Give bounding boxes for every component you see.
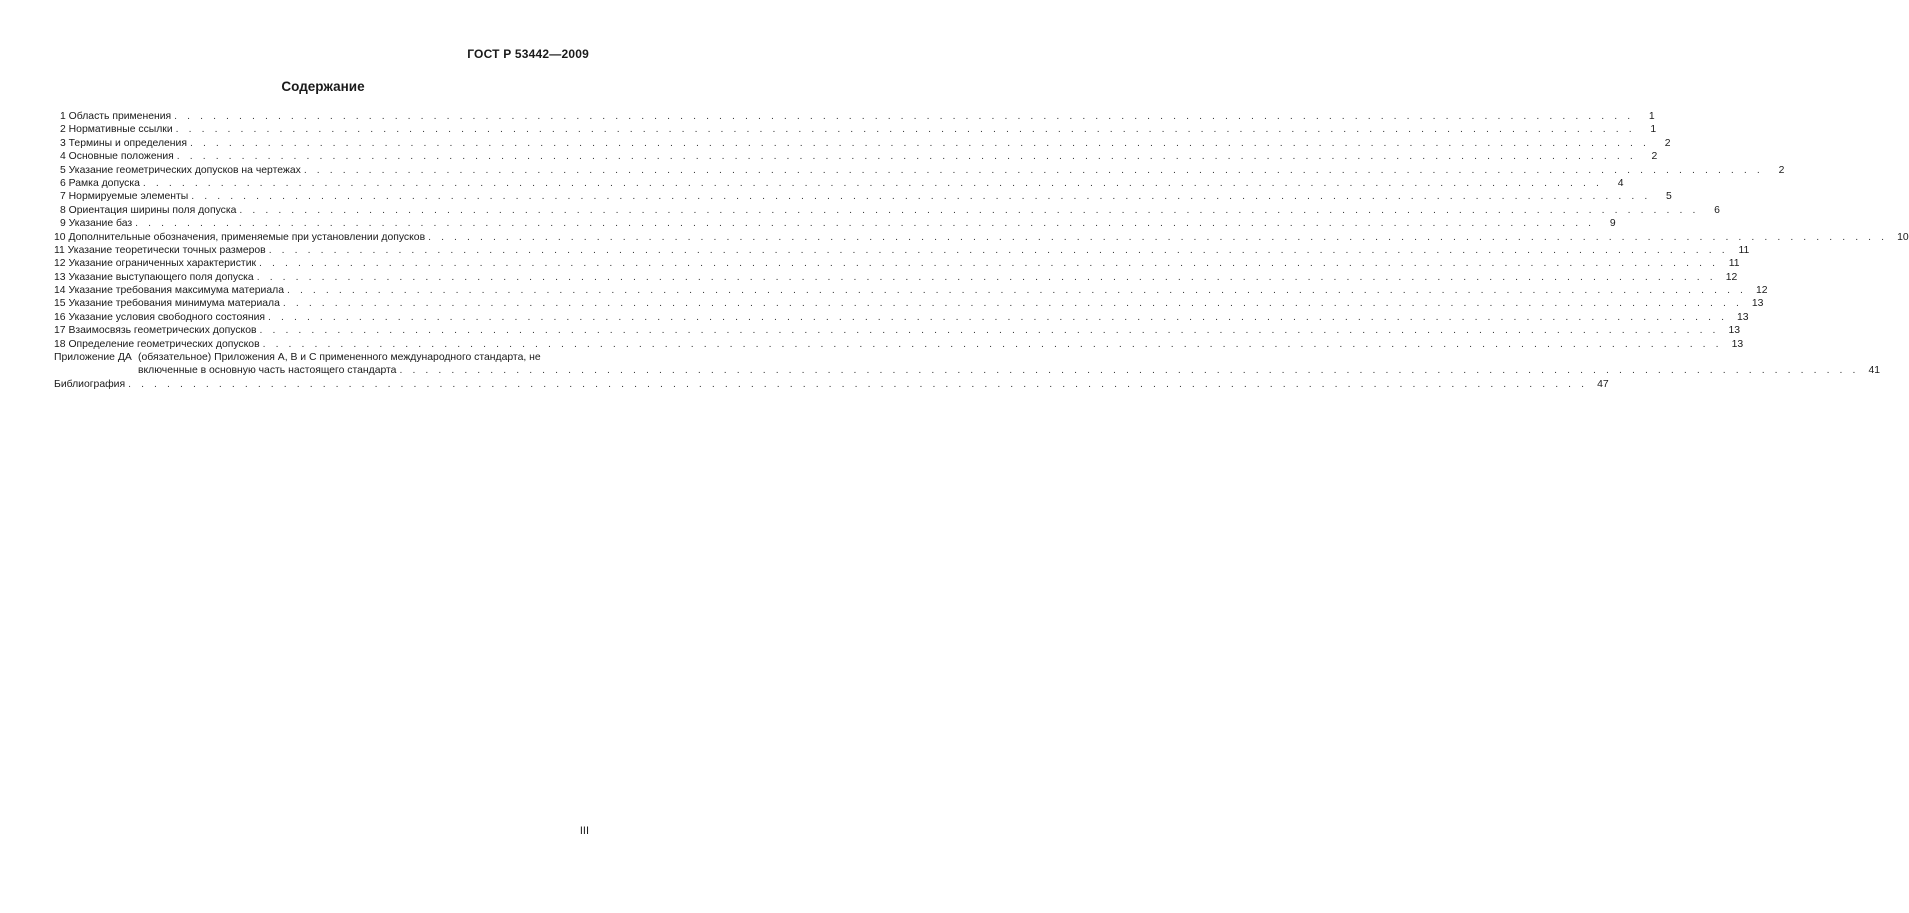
page-number: III — [579, 825, 589, 837]
dot-leader — [176, 123, 1636, 136]
appendix-body — [138, 351, 1880, 378]
appendix-title-line1: (обязательное) Приложения А, В и С примененного международного стандарта, не — [138, 352, 541, 364]
toc-entry[interactable] — [60, 190, 1672, 203]
toc-entry[interactable] — [54, 324, 1741, 337]
toc-entry-label: 4 Основные положения — [60, 151, 174, 163]
toc-entry-label: 18 Определение геометрических допусков — [54, 338, 260, 350]
toc-entry-label: 14 Указание требования максимума материала — [54, 285, 284, 297]
toc-entry-label: 6 Рамка допуска — [60, 177, 140, 189]
toc-entry-page: 2 — [1664, 137, 1671, 149]
toc-entry-label: 17 Взаимосвязь геометрических допусков — [54, 325, 257, 337]
toc-entry[interactable] — [54, 284, 1768, 297]
dot-leader — [259, 257, 1719, 270]
toc-entry-label: 3 Термины и определения — [60, 137, 187, 149]
toc-entry-page: 9 — [1609, 218, 1616, 230]
toc-entry[interactable] — [60, 217, 1616, 230]
dot-leader — [143, 177, 1603, 190]
table-of-contents — [54, 110, 1909, 391]
toc-entry[interactable] — [54, 271, 1738, 284]
dot-leader — [263, 338, 1723, 351]
toc-entry[interactable] — [60, 150, 1658, 163]
dot-leader — [304, 164, 1764, 177]
document-code: ГОСТ Р 53442—2009 — [467, 47, 589, 61]
toc-entry-label: 13 Указание выступающего поля допуска — [54, 271, 254, 283]
toc-entry-label: 15 Указание требования минимума материала — [54, 298, 280, 310]
toc-entry-page: 13 — [1728, 325, 1741, 337]
appendix-page: 41 — [1868, 365, 1881, 377]
dot-leader — [239, 204, 1699, 217]
toc-entry-page: 5 — [1666, 191, 1672, 203]
toc-entry-page: 11 — [1738, 244, 1750, 256]
toc-entry[interactable] — [54, 297, 1764, 310]
dot-leader — [399, 364, 1859, 377]
toc-entry[interactable] — [60, 137, 1671, 150]
toc-entry-page: 13 — [1751, 298, 1764, 310]
appendix-title-line2: включенные в основную часть настоящего стандарта — [138, 365, 397, 377]
toc-entry-page: 1 — [1650, 124, 1657, 136]
appendix-name: Приложение ДА — [54, 352, 132, 364]
toc-entry-label: 8 Ориентация ширины поля допуска — [60, 204, 237, 216]
dot-leader — [174, 110, 1634, 123]
dot-leader — [128, 378, 1588, 391]
toc-entry[interactable] — [60, 110, 1655, 123]
toc-entry[interactable] — [60, 204, 1720, 217]
toc-entry-page: 10 — [1897, 231, 1909, 243]
dot-leader — [257, 271, 1717, 284]
toc-entry-page: 2 — [1778, 164, 1785, 176]
toc-entry-label: 10 Дополнительные обозначения, применяемые при установлении допусков — [54, 231, 426, 243]
toc-entry-label: 16 Указание условия свободного состояния — [54, 311, 266, 323]
dot-leader — [287, 284, 1747, 297]
toc-entry[interactable] — [60, 164, 1785, 177]
toc-entry-label: 1 Область применения — [60, 111, 172, 122]
toc-entry-label: 12 Указание ограниченных характеристик — [54, 258, 257, 270]
toc-entry-page: 4 — [1617, 177, 1624, 189]
toc-entry-page: 2 — [1651, 151, 1658, 163]
toc-entry-label: 5 Указание геометрических допусков на чертежах — [60, 164, 301, 176]
dot-leader — [260, 324, 1720, 337]
dot-leader — [268, 311, 1728, 324]
dot-leader — [191, 190, 1651, 203]
toc-bibliography-entry[interactable] — [54, 378, 1609, 391]
toc-entry-page: 12 — [1725, 271, 1738, 283]
dot-leader — [269, 244, 1729, 257]
toc-entry[interactable] — [60, 123, 1657, 136]
toc-entry-page: 13 — [1731, 338, 1744, 350]
toc-entry[interactable] — [54, 231, 1909, 244]
appendix-title-line2-row — [138, 364, 1880, 377]
toc-entry-label: 7 Нормируемые элементы — [60, 191, 189, 203]
toc-entry[interactable] — [60, 177, 1624, 190]
dot-leader — [283, 297, 1743, 310]
toc-entry-label: 9 Указание баз — [60, 218, 133, 230]
bibliography-page: 47 — [1597, 378, 1609, 390]
toc-entry-page: 13 — [1737, 311, 1749, 323]
toc-entry-label: 11 Указание теоретически точных размеров — [54, 244, 266, 256]
toc-entry[interactable] — [54, 244, 1750, 257]
toc-entry-page: 11 — [1728, 258, 1740, 270]
toc-title: Содержание — [281, 79, 365, 94]
toc-entry-page: 6 — [1714, 204, 1720, 216]
dot-leader — [428, 231, 1888, 244]
bibliography-label: Библиография — [54, 378, 126, 390]
toc-appendix-entry[interactable] — [54, 351, 1881, 378]
dot-leader — [190, 137, 1650, 150]
dot-leader — [135, 217, 1595, 230]
toc-entry-label: 2 Нормативные ссылки — [60, 124, 173, 136]
toc-entry-page: 12 — [1755, 285, 1768, 297]
toc-entry-page: 1 — [1648, 111, 1655, 122]
toc-entry[interactable] — [54, 338, 1744, 351]
toc-entry[interactable] — [54, 257, 1740, 270]
toc-entry[interactable] — [54, 311, 1749, 324]
dot-leader — [177, 150, 1637, 163]
